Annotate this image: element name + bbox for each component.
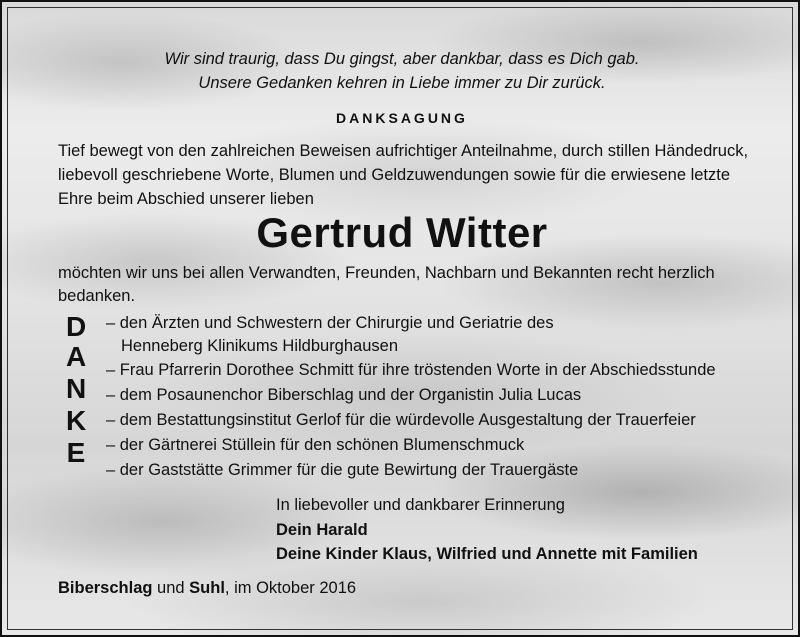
place-date	[58, 578, 356, 598]
thanks-item-4: – dem Bestattungsinstitut Gerlof für die würdevolle Ausgestaltung der Trauerfeier	[106, 411, 696, 429]
place-2: Suhl	[189, 579, 225, 597]
closing-line-1: In liebevoller und dankbarer Erinnerung	[276, 496, 565, 514]
deceased-name: Gertrud Witter	[256, 209, 548, 256]
after-name-line-2: bedanken.	[58, 287, 136, 305]
intro-line-1: Tief bewegt von den zahlreichen Beweisen aufrichtiger Anteilnahme, durch stillen Händedruck,	[58, 142, 749, 160]
after-name-line-1: möchten wir uns bei allen Verwandten, Freunden, Nachbarn und Bekannten recht herzlich	[58, 264, 715, 282]
danke-letter-a: A	[66, 341, 87, 372]
danke-letter-k: K	[66, 405, 87, 436]
intro-line-3: Ehre beim Abschied unserer lieben	[58, 190, 314, 208]
place-1: Biberschlag	[58, 579, 153, 597]
thanks-item-6: – der Gaststätte Grimmer für die gute Bewirtung der Trauergäste	[106, 461, 579, 479]
intro-line-2: liebevoll geschriebene Worte, Blumen und Geldzuwendungen sowie für die erwiesene letzte	[58, 166, 731, 184]
thanks-item-2: – Frau Pfarrerin Dorothee Schmitt für ihre tröstenden Worte in der Abschiedsstunde	[106, 361, 716, 379]
thanks-item-5: – der Gärtnerei Stüllein für den schönen Blumenschmuck	[106, 436, 525, 454]
thanks-item-3: – dem Posaunenchor Biberschlag und der Organistin Julia Lucas	[106, 386, 582, 404]
quote-line-1: Wir sind traurig, dass Du gingst, aber dankbar, dass es Dich gab.	[164, 50, 640, 68]
place-conjunction: und	[152, 579, 190, 597]
quote-line-2: Unsere Gedanken kehren in Liebe immer zu Dir zurück.	[198, 74, 606, 92]
heading: DANKSAGUNG	[336, 110, 468, 126]
thanks-item-1-line-2: Henneberg Klinikums Hildburghausen	[121, 337, 398, 355]
danke-letter-n: N	[66, 373, 87, 404]
thanks-item-1-line-1: – den Ärzten und Schwestern der Chirurgie und Geriatrie des	[106, 314, 554, 332]
danke-letter-e: E	[66, 437, 86, 468]
closing-line-3: Deine Kinder Klaus, Wilfried und Annette mit Familien	[276, 545, 698, 563]
danke-letter-d: D	[66, 311, 87, 342]
date: , im Oktober 2016	[224, 579, 357, 597]
closing-line-2: Dein Harald	[276, 521, 368, 539]
